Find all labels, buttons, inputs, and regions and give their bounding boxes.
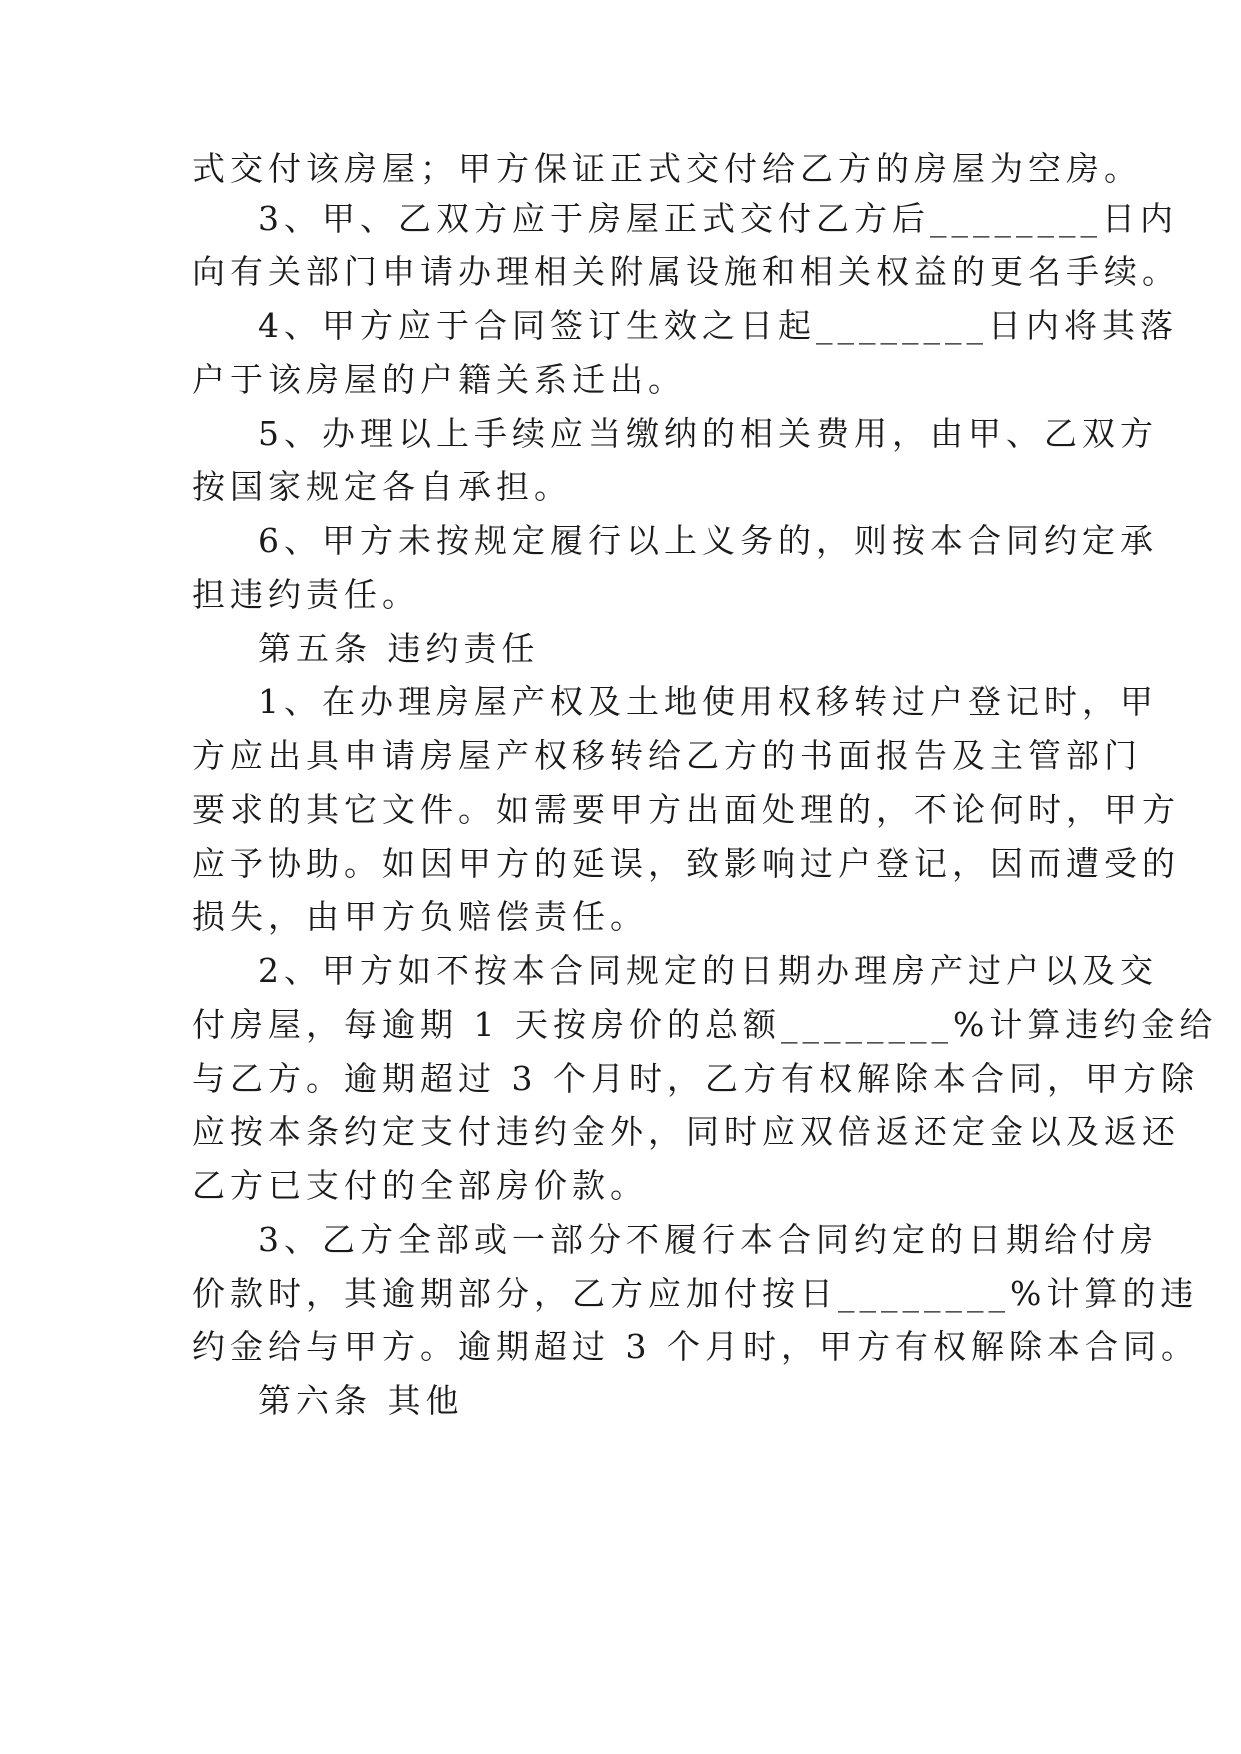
paragraph-line: 4、甲方应于合同签订生效之日起________日内将其落 [258, 306, 1178, 345]
paragraph-line: 损失，由甲方负赔偿责任。 [192, 897, 648, 936]
paragraph-line: 价款时，其逾期部分，乙方应加付按日________%计算的违 [192, 1274, 1199, 1313]
paragraph-line: 约金给与甲方。逾期超过 3 个月时，甲方有权解除本合同。 [192, 1327, 1199, 1366]
paragraph-line: 3、乙方全部或一部分不履行本合同约定的日期给付房 [258, 1220, 1158, 1259]
paragraph-line: 要求的其它文件。如需要甲方出面处理的，不论何时，甲方 [192, 790, 1180, 829]
paragraph-line: 1、在办理房屋产权及土地使用权移转过户登记时，甲 [258, 682, 1158, 721]
paragraph-line: 5、办理以上手续应当缴纳的相关费用，由甲、乙双方 [258, 414, 1158, 453]
paragraph-line: 按国家规定各自承担。 [192, 467, 572, 506]
section-heading: 第六条 其他 [258, 1381, 464, 1420]
paragraph-line: 6、甲方未按规定履行以上义务的，则按本合同约定承 [258, 521, 1158, 560]
paragraph-line: 付房屋，每逾期 1 天按房价的总额________%计算违约金给 [192, 1005, 1218, 1044]
section-heading: 第五条 违约责任 [258, 629, 540, 668]
paragraph-line: 方应出具申请房屋产权移转给乙方的书面报告及主管部门 [192, 736, 1142, 775]
paragraph-line: 与乙方。逾期超过 3 个月时，乙方有权解除本合同，甲方除 [192, 1059, 1199, 1098]
paragraph-line: 担违约责任。 [192, 575, 420, 614]
paragraph-line: 户于该房屋的户籍关系迁出。 [192, 360, 686, 399]
paragraph-line: 式交付该房屋；甲方保证正式交付给乙方的房屋为空房。 [192, 149, 1142, 188]
paragraph-line: 乙方已支付的全部房价款。 [192, 1166, 648, 1205]
paragraph-line: 应予协助。如因甲方的延误，致影响过户登记，因而遭受的 [192, 844, 1180, 883]
paragraph-line: 向有关部门申请办理相关附属设施和相关权益的更名手续。 [192, 252, 1180, 291]
paragraph-line: 3、甲、乙双方应于房屋正式交付乙方后________日内 [258, 199, 1178, 238]
paragraph-line: 2、甲方如不按本合同规定的日期办理房产过户以及交 [258, 951, 1158, 990]
paragraph-line: 应按本条约定支付违约金外，同时应双倍返还定金以及返还 [192, 1112, 1180, 1151]
